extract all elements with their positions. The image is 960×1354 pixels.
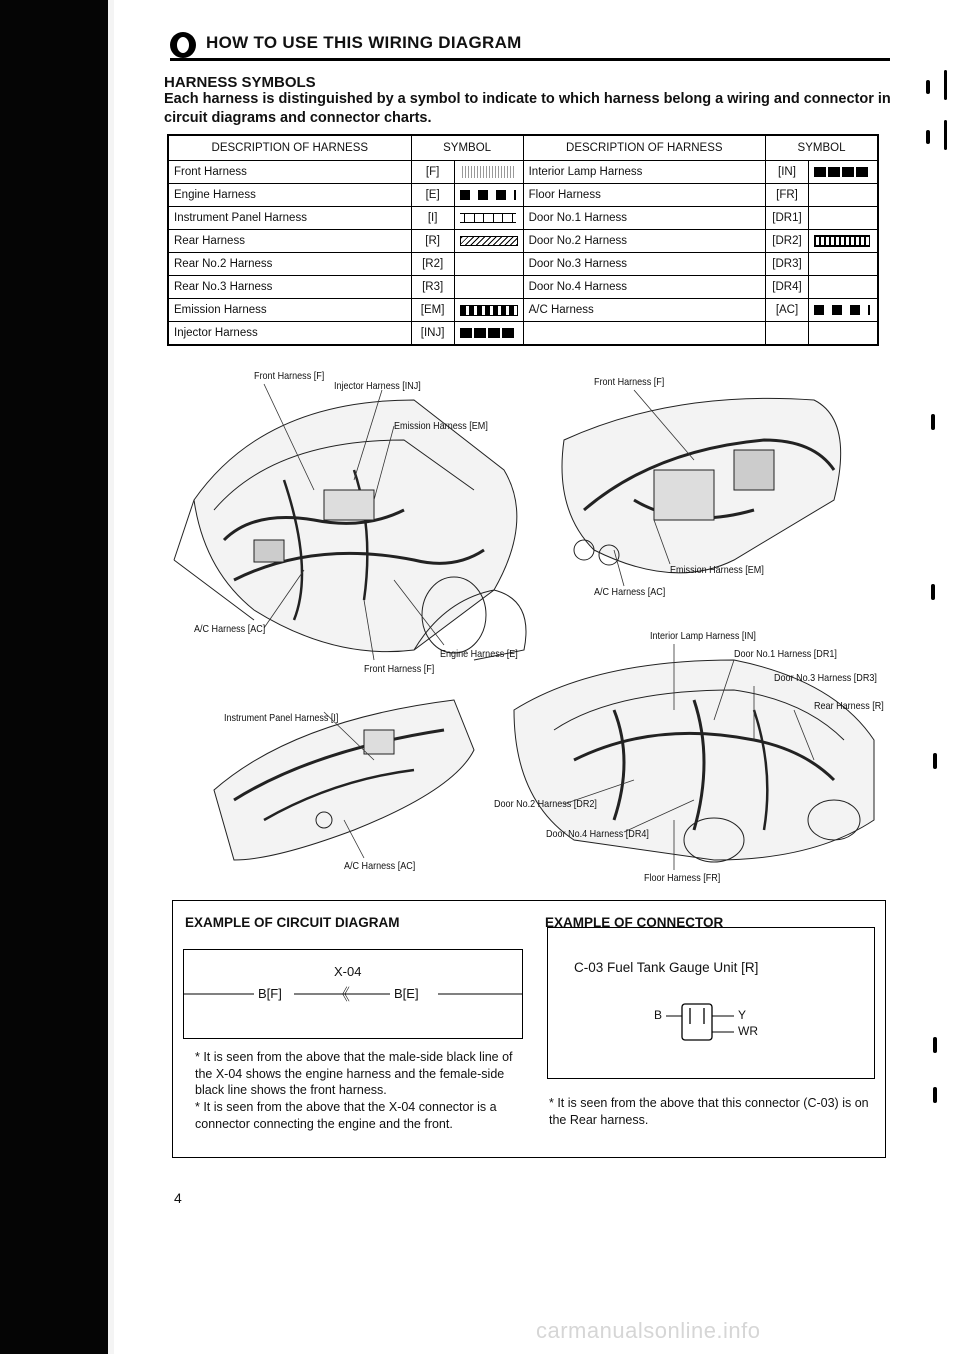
harness-name: Rear No.3 Harness xyxy=(168,276,411,299)
harness-symbol xyxy=(809,230,879,253)
table-row xyxy=(168,184,878,207)
table-row xyxy=(168,299,878,322)
harness-code: [R] xyxy=(411,230,454,253)
svg-text:《: 《 xyxy=(334,985,351,1004)
connector-code: X-04 xyxy=(334,964,362,979)
margin-mark xyxy=(933,1087,937,1103)
label-door1: Door No.1 Harness [DR1] xyxy=(734,648,837,660)
circuit-diagram-box xyxy=(183,949,523,1039)
harness-code: [R3] xyxy=(411,276,454,299)
harness-symbol-icon xyxy=(460,190,516,200)
harness-symbol-icon xyxy=(814,167,870,177)
section-marker-icon xyxy=(170,32,196,58)
binding-spine xyxy=(0,0,108,1354)
harness-symbol-icon xyxy=(460,213,516,223)
label-injector: Injector Harness [INJ] xyxy=(334,380,421,392)
example-circuit-title: EXAMPLE OF CIRCUIT DIAGRAM xyxy=(185,915,400,930)
harness-symbol xyxy=(454,253,523,276)
table-row xyxy=(168,322,878,346)
harness-code: [AC] xyxy=(766,299,809,322)
harness-symbol xyxy=(809,276,879,299)
connector-note: * It is seen from the above that this connector (C-03) is on the Rear harness. xyxy=(549,1096,869,1127)
harness-name: Door No.3 Harness xyxy=(523,253,765,276)
pin-y-label: Y xyxy=(738,1008,747,1022)
margin-mark xyxy=(933,1037,937,1053)
dashboard-illustration xyxy=(562,398,841,573)
margin-mark xyxy=(931,584,935,600)
connector-drawing xyxy=(548,928,874,1078)
harness-name: Interior Lamp Harness xyxy=(523,161,765,184)
connector-label: C-03 Fuel Tank Gauge Unit [R] xyxy=(574,960,759,975)
harness-symbol-icon xyxy=(814,235,870,247)
harness-code: [DR4] xyxy=(766,276,809,299)
harness-symbol xyxy=(809,253,879,276)
page-number: 4 xyxy=(174,1190,182,1206)
connector-example-box xyxy=(547,927,875,1079)
harness-name: Emission Harness xyxy=(168,299,411,322)
harness-name: Engine Harness xyxy=(168,184,411,207)
harness-code: [IN] xyxy=(766,161,809,184)
harness-name: Front Harness xyxy=(168,161,411,184)
table-row xyxy=(168,253,878,276)
harness-symbol xyxy=(809,184,879,207)
harness-code: [E] xyxy=(411,184,454,207)
label-emission: Emission Harness [EM] xyxy=(394,420,488,432)
examples-panel xyxy=(172,900,886,1158)
harness-symbol xyxy=(809,322,879,346)
harness-name: Rear No.2 Harness xyxy=(168,253,411,276)
margin-mark xyxy=(926,130,930,144)
harness-symbol xyxy=(454,207,523,230)
label-engine-front-2: Front Harness [F] xyxy=(364,663,435,675)
label-engine-harness: Engine Harness [E] xyxy=(440,648,518,660)
label-engine-ac: A/C Harness [AC] xyxy=(194,623,266,635)
harness-name: A/C Harness xyxy=(523,299,765,322)
harness-symbol xyxy=(454,230,523,253)
instrument-panel-illustration xyxy=(214,700,474,860)
label-floor: Floor Harness [FR] xyxy=(644,872,721,884)
label-rear: Rear Harness [R] xyxy=(814,700,884,712)
label-engine-front: Front Harness [F] xyxy=(254,370,325,382)
harness-symbol-icon xyxy=(460,305,518,316)
margin-mark xyxy=(931,414,935,430)
watermark: carmanualsonline.info xyxy=(536,1318,761,1343)
harness-name: Injector Harness xyxy=(168,322,411,346)
col-desc-left: DESCRIPTION OF HARNESS xyxy=(168,135,411,161)
harness-symbol-icon xyxy=(460,328,516,338)
pin-wr-label: WR xyxy=(738,1024,758,1038)
wire-left-label: B[F] xyxy=(258,986,282,1001)
circuit-note-2: * It is seen from the above that the X-04 connector is a connector connecting the engine and the front. xyxy=(195,1100,497,1131)
harness-symbol-icon xyxy=(460,236,518,246)
label-interior-lamp: Interior Lamp Harness [IN] xyxy=(650,630,756,642)
label-instrument-panel: Instrument Panel Harness [I] xyxy=(224,712,339,724)
label-dash-front: Front Harness [F] xyxy=(594,376,665,388)
page-title: HOW TO USE THIS WIRING DIAGRAM xyxy=(206,33,522,52)
harness-code: [DR2] xyxy=(766,230,809,253)
label-dash-ac: A/C Harness [AC] xyxy=(594,586,666,598)
harness-symbol xyxy=(454,161,523,184)
harness-name: Floor Harness xyxy=(523,184,765,207)
label-door3: Door No.3 Harness [DR3] xyxy=(774,672,877,684)
manual-page xyxy=(114,0,960,1354)
harness-name: Door No.1 Harness xyxy=(523,207,765,230)
label-dash-emission: Emission Harness [EM] xyxy=(670,564,764,576)
table-row xyxy=(168,207,878,230)
harness-code: [DR3] xyxy=(766,253,809,276)
wire-right-label: B[E] xyxy=(394,986,419,1001)
harness-code: [I] xyxy=(411,207,454,230)
harness-code xyxy=(766,322,809,346)
harness-code: [INJ] xyxy=(411,322,454,346)
circuit-note-1: * It is seen from the above that the male-side black line of the X-04 shows the engine harness and the female-side black line shows the front harness. xyxy=(195,1050,513,1097)
col-symbol-left: SYMBOL xyxy=(411,135,523,161)
harness-code: [F] xyxy=(411,161,454,184)
harness-symbol xyxy=(809,207,879,230)
table-header-row xyxy=(168,135,878,161)
intro-text: Each harness is distinguished by a symbol to indicate to which harness belong a wiring and connector in circuit diagrams and connector charts. xyxy=(164,91,891,126)
section-title: HARNESS SYMBOLS xyxy=(164,74,316,91)
harness-code: [EM] xyxy=(411,299,454,322)
label-door4: Door No.4 Harness [DR4] xyxy=(546,828,649,840)
harness-code: [R2] xyxy=(411,253,454,276)
pin-b-label: B xyxy=(654,1008,663,1022)
table-body xyxy=(168,161,878,346)
harness-illustrations xyxy=(114,360,960,890)
label-ip-ac: A/C Harness [AC] xyxy=(344,860,416,872)
table-row xyxy=(168,230,878,253)
harness-symbol-table xyxy=(167,134,879,346)
harness-symbol-icon xyxy=(460,166,516,178)
harness-symbol xyxy=(809,161,879,184)
col-symbol-right: SYMBOL xyxy=(766,135,879,161)
margin-mark xyxy=(933,753,937,769)
harness-symbol xyxy=(454,184,523,207)
harness-symbol xyxy=(454,299,523,322)
harness-symbol xyxy=(454,276,523,299)
engine-bay-illustration xyxy=(174,400,526,660)
table-row xyxy=(168,161,878,184)
harness-code: [DR1] xyxy=(766,207,809,230)
harness-name: Door No.4 Harness xyxy=(523,276,765,299)
harness-name: Rear Harness xyxy=(168,230,411,253)
margin-mark xyxy=(944,120,947,150)
col-desc-right: DESCRIPTION OF HARNESS xyxy=(523,135,765,161)
label-door2: Door No.2 Harness [DR2] xyxy=(494,798,597,810)
title-rule xyxy=(170,58,890,61)
harness-symbol-icon xyxy=(814,305,870,315)
harness-symbol xyxy=(809,299,879,322)
harness-code: [FR] xyxy=(766,184,809,207)
margin-mark xyxy=(926,80,930,94)
margin-mark xyxy=(944,70,947,100)
harness-name: Instrument Panel Harness xyxy=(168,207,411,230)
harness-symbol xyxy=(454,322,523,346)
table-row xyxy=(168,276,878,299)
example-connector-title: EXAMPLE OF CONNECTOR xyxy=(545,915,724,930)
harness-name: Door No.2 Harness xyxy=(523,230,765,253)
harness-name xyxy=(523,322,765,346)
